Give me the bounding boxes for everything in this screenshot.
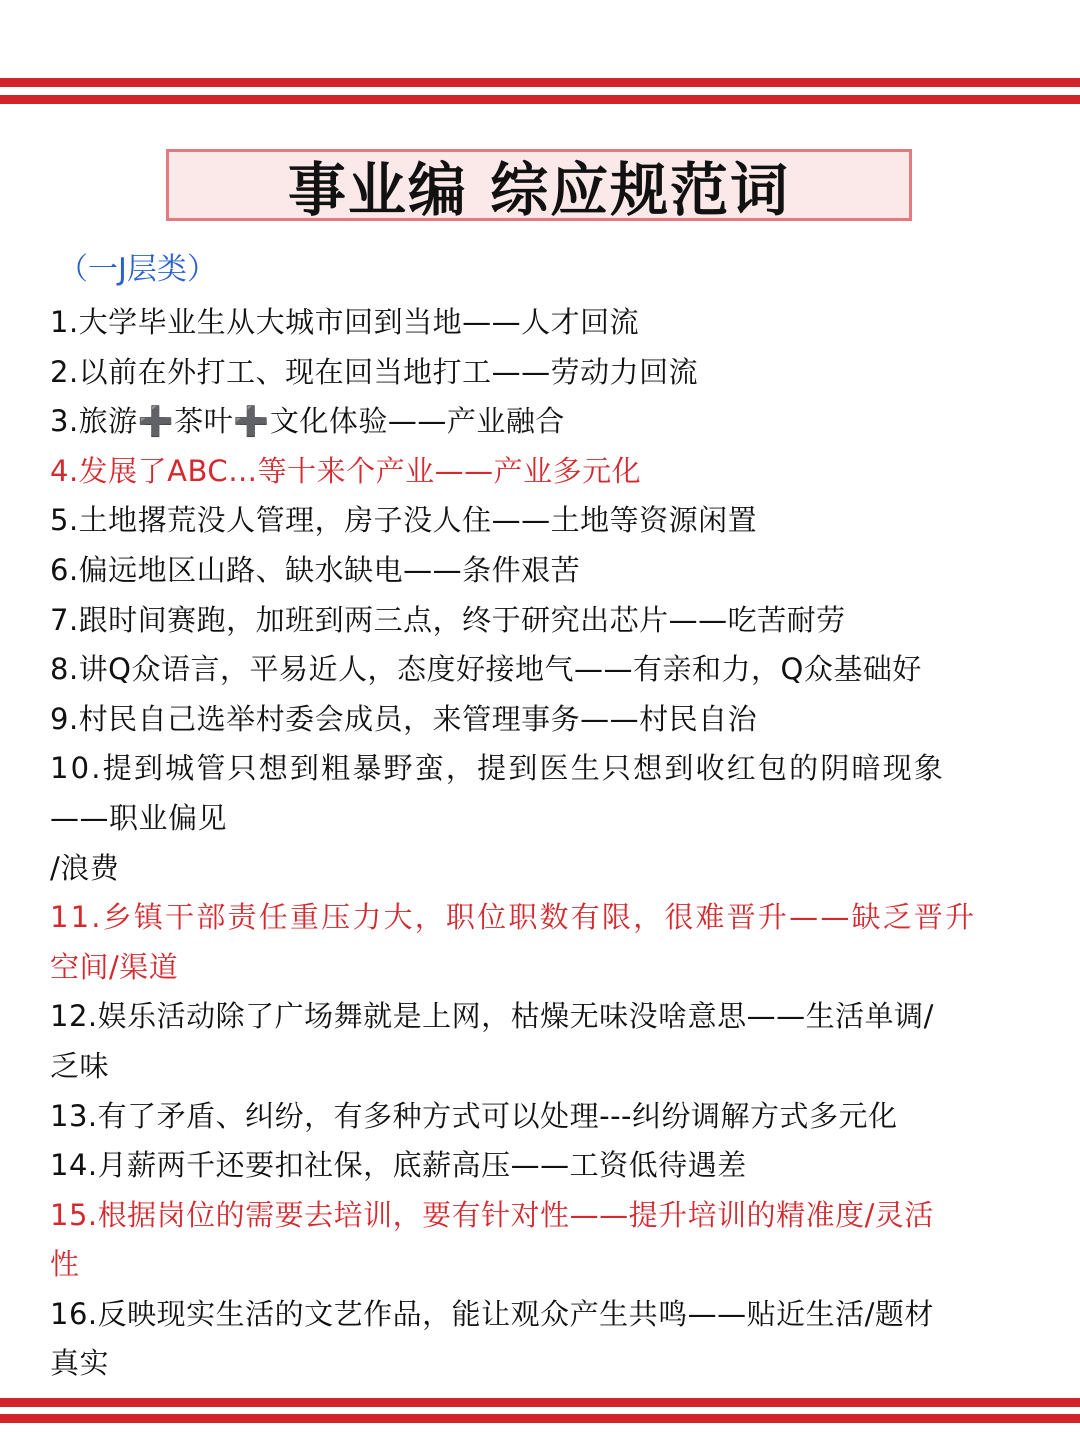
page-title: 事业编 综应规范词 bbox=[287, 156, 791, 224]
list-item: 6.偏远地区山路、缺水缺电——条件艰苦 bbox=[50, 552, 581, 587]
list-item: 7.跟时间赛跑，加班到两三点，终于研究出芯片——吃苦耐劳 bbox=[50, 602, 846, 637]
list-item: 15.根据岗位的需要去培训，要有针对性——提升培训的精准度/灵活 bbox=[50, 1197, 934, 1232]
list-item: 乏味 bbox=[50, 1048, 110, 1083]
list-item: 10.提到城管只想到粗暴野蛮，提到医生只想到收红包的阴暗现象 bbox=[50, 751, 946, 786]
list-item: 3.旅游➕茶叶➕文化体验——产业融合 bbox=[50, 404, 565, 439]
list-item: 8.讲Q众语言，平易近人，态度好接地气——有亲和力，Q众基础好 bbox=[50, 652, 922, 687]
bottom-rule-2 bbox=[0, 1414, 1080, 1423]
list-item: 真实 bbox=[50, 1346, 110, 1381]
section-label: （一J层类） bbox=[58, 252, 217, 287]
term-list bbox=[50, 298, 1035, 1389]
list-item: 性 bbox=[50, 1247, 80, 1282]
list-item: 12.娱乐活动除了广场舞就是上网，枯燥无味没啥意思——生活单调/ bbox=[50, 999, 934, 1034]
list-item: 空间/渠道 bbox=[50, 949, 179, 984]
list-item: 13.有了矛盾、纠纷，有多种方式可以处理---纠纷调解方式多元化 bbox=[50, 1098, 898, 1133]
top-rule-1 bbox=[0, 78, 1080, 87]
list-item: 5.土地撂荒没人管理，房子没人住——土地等资源闲置 bbox=[50, 503, 758, 538]
list-item: 9.村民自己选举村委会成员，来管理事务——村民自治 bbox=[50, 701, 758, 736]
list-item: ——职业偏见 bbox=[50, 800, 228, 835]
bottom-rule-1 bbox=[0, 1398, 1080, 1407]
list-item: 16.反映现实生活的文艺作品，能让观众产生共鸣——贴近生活/题材 bbox=[50, 1296, 934, 1331]
list-item: /浪费 bbox=[50, 850, 120, 885]
list-item: 1.大学毕业生从大城市回到当地——人才回流 bbox=[50, 305, 640, 339]
top-rule-2 bbox=[0, 95, 1080, 104]
title-banner bbox=[166, 149, 912, 224]
list-item: 4.发展了ABC…等十来个产业——产业多元化 bbox=[50, 453, 642, 488]
list-item: 11.乡镇干部责任重压力大，职位职数有限，很难晋升——缺乏晋升 bbox=[50, 900, 977, 935]
list-item: 2.以前在外打工、现在回当地打工——劳动力回流 bbox=[50, 354, 699, 389]
list-item: 14.月薪两千还要扣社保，底薪高压——工资低待遇差 bbox=[50, 1148, 747, 1183]
